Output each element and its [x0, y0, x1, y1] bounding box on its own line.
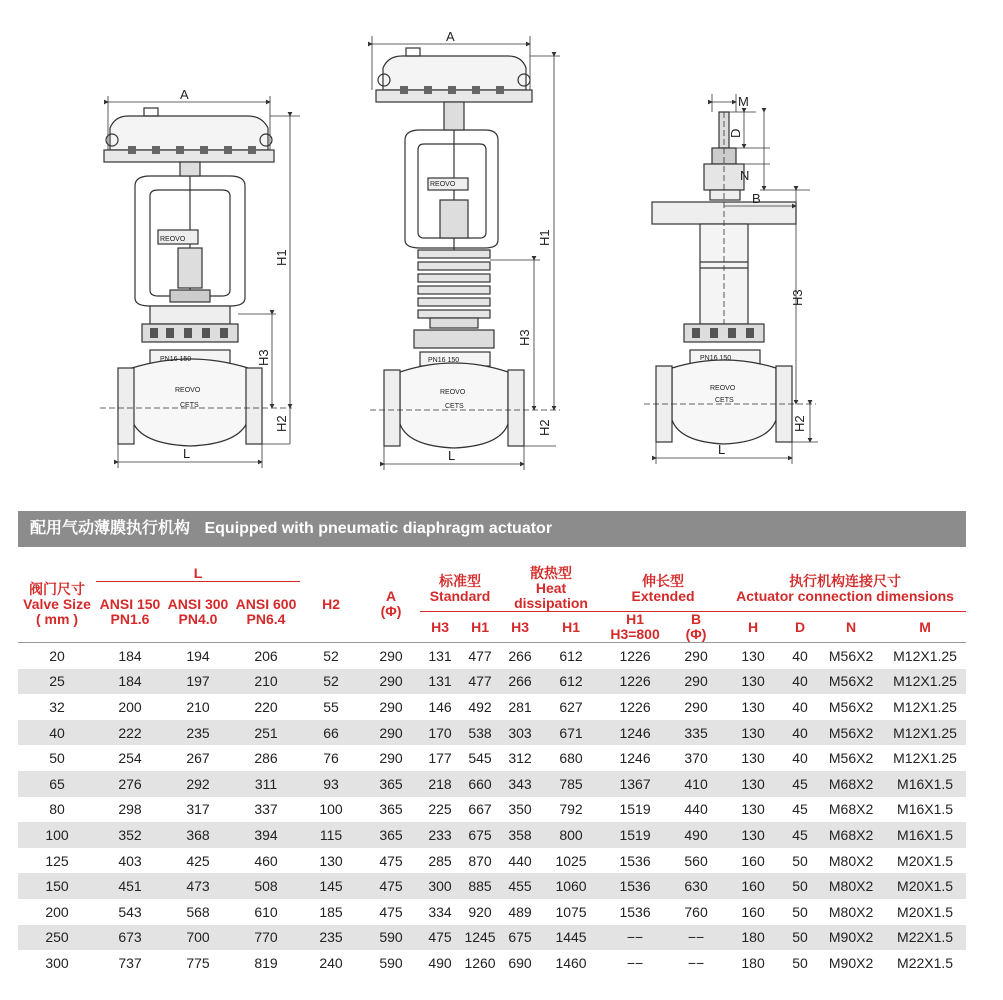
table-cell: 300	[45, 954, 69, 971]
table-cell: 50	[49, 750, 65, 767]
dim-L-1: L	[183, 446, 191, 461]
brand-1: REOVO	[175, 387, 201, 394]
table-row	[18, 822, 966, 848]
brand-3: REOVO	[710, 385, 736, 392]
table-cell: 350	[508, 801, 532, 818]
table-cell: 267	[186, 750, 210, 767]
table-cell: 290	[362, 669, 420, 695]
table-cell: M80X2	[828, 852, 874, 869]
table-cell: 1260	[464, 954, 496, 971]
table-cell: M68X2	[818, 822, 884, 848]
table-row	[18, 848, 966, 874]
dim-H2-2: H2	[537, 419, 552, 436]
table-cell: 343	[500, 771, 540, 797]
table-cell: 370	[684, 750, 708, 767]
table-cell: M12X1.25	[884, 669, 966, 695]
table-cell: 477	[460, 669, 500, 695]
table-cell: 93	[300, 771, 362, 797]
model-3: CETS	[715, 397, 734, 404]
table-cell: M80X2	[818, 873, 884, 899]
yoke-brand-2: REOVO	[430, 181, 456, 188]
table-cell: 32	[49, 698, 65, 715]
table-cell: 800	[540, 822, 602, 848]
header-valve-size: 阀门尺寸 Valve Size ( mm )	[23, 580, 91, 627]
table-cell: 358	[500, 822, 540, 848]
table-cell: 66	[300, 720, 362, 746]
table-cell: 285	[428, 852, 452, 869]
header-heat-H3: H3	[511, 618, 529, 635]
table-cell: 45	[782, 771, 818, 797]
table-cell: 317	[186, 801, 210, 818]
table-cell: 352	[96, 822, 164, 848]
table-cell: 1519	[619, 801, 651, 818]
table-cell: 1226	[602, 669, 668, 695]
table-cell: 52	[300, 669, 362, 695]
table-cell: 276	[96, 771, 164, 797]
table-cell: 475	[379, 903, 403, 920]
table-cell: 1060	[540, 873, 602, 899]
table-cell: 298	[118, 801, 142, 818]
table-cell: 50	[782, 873, 818, 899]
table-cell: 885	[460, 873, 500, 899]
table-cell: 303	[500, 720, 540, 746]
dim-N-3: N	[740, 168, 750, 183]
table-cell: −−	[626, 954, 644, 971]
table-cell: −−	[668, 925, 724, 951]
table-cell: 50	[792, 903, 808, 920]
header-L: L	[96, 566, 300, 582]
dim-H2-3: H2	[792, 415, 807, 432]
table-cell: −−	[602, 925, 668, 951]
banner-title-cn: 配用气动薄膜执行机构	[30, 520, 191, 537]
table-cell: 266	[500, 643, 540, 669]
table-cell: 286	[254, 750, 278, 767]
table-cell: 475	[379, 852, 403, 869]
header-std-H3: H3	[431, 618, 449, 635]
table-cell: 254	[118, 750, 142, 767]
table-row	[18, 873, 966, 899]
table-cell: M12X1.25	[893, 698, 957, 715]
table-cell: M12X1.25	[884, 720, 966, 746]
banner-title-en: Equipped with pneumatic diaphragm actuator	[204, 520, 553, 537]
header-standard: 标准型 Standard	[420, 566, 500, 612]
table-cell: 197	[164, 669, 232, 695]
table-row	[18, 797, 966, 823]
header-heat-H1: H1	[562, 618, 580, 635]
table-cell: 222	[96, 720, 164, 746]
table-cell: 335	[668, 720, 724, 746]
table-cell: 543	[118, 903, 142, 920]
table-cell: 290	[362, 643, 420, 669]
table-cell: 25	[18, 669, 96, 695]
table-cell: 1445	[540, 925, 602, 951]
table-cell: 100	[319, 801, 343, 818]
table-cell: 440	[508, 852, 532, 869]
table-cell: 235	[164, 720, 232, 746]
table-cell: 52	[300, 643, 362, 669]
table-cell: 660	[460, 771, 500, 797]
table-cell: 334	[428, 903, 452, 920]
table-cell: 145	[300, 873, 362, 899]
table-cell: 1536	[619, 903, 651, 920]
table-cell: 130	[741, 801, 765, 818]
table-cell: 200	[118, 698, 142, 715]
table-cell: 40	[792, 698, 808, 715]
table-cell: 870	[468, 852, 492, 869]
dim-L-3: L	[718, 442, 726, 457]
table-cell: 700	[164, 925, 232, 951]
header-extended: 伸长型 Extended	[602, 566, 724, 612]
table-cell: M22X1.5	[897, 954, 954, 971]
table-cell: 184	[96, 669, 164, 695]
table-cell: 475	[420, 925, 460, 951]
table-cell: 180	[724, 925, 782, 951]
table-cell: 115	[300, 822, 362, 848]
table-cell: 612	[540, 643, 602, 669]
table-cell: M68X2	[828, 801, 874, 818]
table-row	[18, 720, 966, 746]
table-cell: 290	[668, 643, 724, 669]
table-cell: 300	[420, 873, 460, 899]
table-cell: M80X2	[828, 903, 874, 920]
table-cell: 394	[232, 822, 300, 848]
table-cell: 290	[379, 750, 403, 767]
drawing-standard-valve	[100, 96, 300, 468]
table-cell: 130	[741, 750, 765, 767]
plate-2: PN16 150	[428, 357, 460, 364]
header-ansi600: ANSI 600 PN6.4	[235, 596, 297, 627]
table-cell: 610	[254, 903, 278, 920]
header-act-N: N	[846, 618, 857, 635]
dim-H3-3: H3	[790, 289, 805, 306]
table-cell: 819	[254, 954, 278, 971]
table-cell: 40	[782, 643, 818, 669]
table-cell: 290	[684, 698, 708, 715]
header-act-D: D	[795, 618, 806, 635]
table-cell: 671	[540, 720, 602, 746]
section-banner	[18, 511, 966, 547]
table-cell: 667	[468, 801, 492, 818]
table-cell: 568	[186, 903, 210, 920]
table-cell: 455	[500, 873, 540, 899]
table-cell: 266	[500, 669, 540, 695]
table-row	[18, 745, 966, 771]
table-cell: 160	[724, 873, 782, 899]
table-cell: 508	[232, 873, 300, 899]
table-cell: M90X2	[828, 954, 874, 971]
table-row	[18, 950, 966, 976]
header-act-M: M	[919, 618, 931, 635]
plate-3: PN16 150	[700, 355, 732, 362]
header-ansi150: ANSI 150 PN1.6	[99, 596, 161, 627]
dim-A-1: A	[180, 87, 189, 102]
table-cell: 1025	[555, 852, 587, 869]
table-cell: 365	[362, 822, 420, 848]
table-cell: 146	[428, 698, 452, 715]
table-cell: 673	[96, 925, 164, 951]
table-cell: 40	[792, 750, 808, 767]
drawing-extended-valve	[644, 94, 818, 464]
table-cell: 131	[420, 669, 460, 695]
table-cell: 130	[724, 669, 782, 695]
table-cell: 290	[668, 669, 724, 695]
table-cell: M56X2	[828, 698, 874, 715]
table-cell: M22X1.5	[884, 925, 966, 951]
table-cell: 410	[668, 771, 724, 797]
table-cell: 590	[379, 954, 403, 971]
table-cell: 131	[420, 643, 460, 669]
table-cell: 612	[540, 669, 602, 695]
dim-L-2: L	[448, 448, 456, 463]
table-cell: 311	[232, 771, 300, 797]
table-row	[18, 669, 966, 695]
table-cell: 760	[684, 903, 708, 920]
table-cell: 50	[782, 925, 818, 951]
table-cell: 675	[460, 822, 500, 848]
table-cell: 1075	[555, 903, 587, 920]
table-cell: 1536	[602, 873, 668, 899]
table-cell: 210	[232, 669, 300, 695]
table-row	[18, 899, 966, 925]
table-cell: 292	[164, 771, 232, 797]
table-cell: 490	[668, 822, 724, 848]
table-cell: 55	[323, 698, 339, 715]
dim-M-3: M	[738, 94, 749, 109]
header-ansi300: ANSI 300 PN4.0	[167, 596, 229, 627]
dim-H1-1: H1	[274, 249, 289, 266]
table-cell: 76	[323, 750, 339, 767]
table-cell: 184	[96, 643, 164, 669]
table-cell: M20X1.5	[897, 903, 954, 920]
table-cell: 130	[741, 698, 765, 715]
table-cell: 218	[420, 771, 460, 797]
header-act-H: H	[748, 618, 759, 635]
table-cell: 45	[792, 801, 808, 818]
table-cell: 770	[232, 925, 300, 951]
table-cell: 1246	[602, 720, 668, 746]
header-std-H1: H1	[471, 618, 489, 635]
header-A: A (Φ)	[380, 588, 402, 619]
table-cell: 489	[508, 903, 532, 920]
table-cell: 160	[741, 903, 765, 920]
table-cell: M68X2	[818, 771, 884, 797]
table-cell: M16X1.5	[884, 771, 966, 797]
table-cell: 194	[164, 643, 232, 669]
table-cell: 100	[18, 822, 96, 848]
dim-A-2: A	[446, 29, 455, 44]
table-cell: 451	[96, 873, 164, 899]
table-cell: 775	[186, 954, 210, 971]
table-cell: 425	[186, 852, 210, 869]
table-cell: 40	[18, 720, 96, 746]
table-row	[18, 643, 966, 669]
yoke-brand-1: REOVO	[160, 236, 186, 243]
table-cell: M12X1.25	[884, 643, 966, 669]
brand-2: REOVO	[440, 389, 466, 396]
dim-H1-2: H1	[537, 229, 552, 246]
table-cell: M56X2	[818, 720, 884, 746]
table-cell: 627	[559, 698, 583, 715]
table-cell: 206	[232, 643, 300, 669]
table-cell: 240	[319, 954, 343, 971]
table-cell: M16X1.5	[884, 822, 966, 848]
table-cell: 150	[18, 873, 96, 899]
table-cell: 200	[45, 903, 69, 920]
table-cell: M12X1.25	[893, 750, 957, 767]
table-cell: 920	[468, 903, 492, 920]
dim-D-3: D	[728, 128, 743, 138]
table-cell: 473	[164, 873, 232, 899]
drawing-heat-dissipation-valve	[370, 36, 560, 470]
table-cell: 403	[118, 852, 142, 869]
table-row	[18, 771, 966, 797]
table-cell: 675	[500, 925, 540, 951]
table-cell: 281	[508, 698, 532, 715]
table-cell: 251	[232, 720, 300, 746]
table-cell: 50	[792, 852, 808, 869]
model-2: CETS	[445, 403, 464, 410]
table-cell: 130	[319, 852, 343, 869]
table-cell: M56X2	[828, 750, 874, 767]
table-cell: 590	[362, 925, 420, 951]
table-cell: 560	[684, 852, 708, 869]
table-cell: 65	[18, 771, 96, 797]
table-cell: 45	[782, 822, 818, 848]
table-cell: 545	[468, 750, 492, 767]
table-cell: 490	[428, 954, 452, 971]
table-cell: 125	[45, 852, 69, 869]
dimension-table	[18, 566, 966, 976]
table-cell: 365	[379, 801, 403, 818]
table-cell: 220	[254, 698, 278, 715]
table-cell: M90X2	[818, 925, 884, 951]
table-cell: M56X2	[818, 643, 884, 669]
table-body	[18, 643, 966, 976]
table-cell: 50	[792, 954, 808, 971]
table-cell: 365	[362, 771, 420, 797]
table-cell: 185	[319, 903, 343, 920]
table-cell: 40	[782, 720, 818, 746]
table-cell: 538	[460, 720, 500, 746]
table-cell: 180	[741, 954, 765, 971]
table-cell: 225	[428, 801, 452, 818]
header-H2: H2	[322, 595, 340, 612]
table-cell: M16X1.5	[897, 801, 954, 818]
table-cell: 630	[668, 873, 724, 899]
table-cell: −−	[687, 954, 705, 971]
table-cell: 40	[782, 669, 818, 695]
table-cell: 1246	[619, 750, 651, 767]
table-cell: 1460	[555, 954, 587, 971]
table-cell: 130	[724, 822, 782, 848]
plate-1: PN16 150	[160, 356, 192, 363]
table-cell: 492	[468, 698, 492, 715]
header-ext-B: B (Φ)	[685, 611, 707, 642]
table-cell: 235	[300, 925, 362, 951]
header-heat-dissipation: 散热型 Heat dissipation	[500, 566, 602, 612]
table-cell: 690	[508, 954, 532, 971]
table-cell: 1226	[602, 643, 668, 669]
table-cell: 785	[540, 771, 602, 797]
table-cell: 290	[379, 698, 403, 715]
table-cell: 1536	[619, 852, 651, 869]
table-cell: 440	[684, 801, 708, 818]
table-cell: 1226	[619, 698, 651, 715]
dim-B-3: B	[752, 191, 761, 206]
table-cell: 177	[428, 750, 452, 767]
table-cell: 20	[18, 643, 96, 669]
header-actuator-connection: 执行机构连接尺寸 Actuator connection dimensions	[724, 566, 966, 612]
model-1: CETS	[180, 402, 199, 409]
table-cell: 312	[508, 750, 532, 767]
table-cell: 1519	[602, 822, 668, 848]
table-cell: 250	[18, 925, 96, 951]
table-cell: 680	[559, 750, 583, 767]
table-cell: 130	[724, 643, 782, 669]
table-cell: 210	[186, 698, 210, 715]
table-cell: 368	[164, 822, 232, 848]
table-cell: 1367	[602, 771, 668, 797]
table-cell: 130	[724, 720, 782, 746]
table-cell: 337	[254, 801, 278, 818]
table-cell: M56X2	[818, 669, 884, 695]
table-cell: 170	[420, 720, 460, 746]
table-cell: 1245	[460, 925, 500, 951]
table-cell: 737	[118, 954, 142, 971]
table-cell: 233	[420, 822, 460, 848]
table-cell: M20X1.5	[897, 852, 954, 869]
table-cell: 477	[460, 643, 500, 669]
table-cell: 792	[559, 801, 583, 818]
table-cell: 130	[724, 771, 782, 797]
dim-H3-1: H3	[256, 349, 271, 366]
dim-H2-1: H2	[274, 415, 289, 432]
table-cell: 290	[362, 720, 420, 746]
table-row	[18, 694, 966, 720]
table-cell: 475	[362, 873, 420, 899]
table-cell: 460	[254, 852, 278, 869]
table-cell: 160	[741, 852, 765, 869]
table-cell: 80	[49, 801, 65, 818]
table-row	[18, 925, 966, 951]
table-cell: M20X1.5	[884, 873, 966, 899]
header-ext-H1: H1 H3=800	[610, 611, 660, 642]
table-header	[18, 566, 966, 643]
dim-H3-2: H3	[517, 329, 532, 346]
